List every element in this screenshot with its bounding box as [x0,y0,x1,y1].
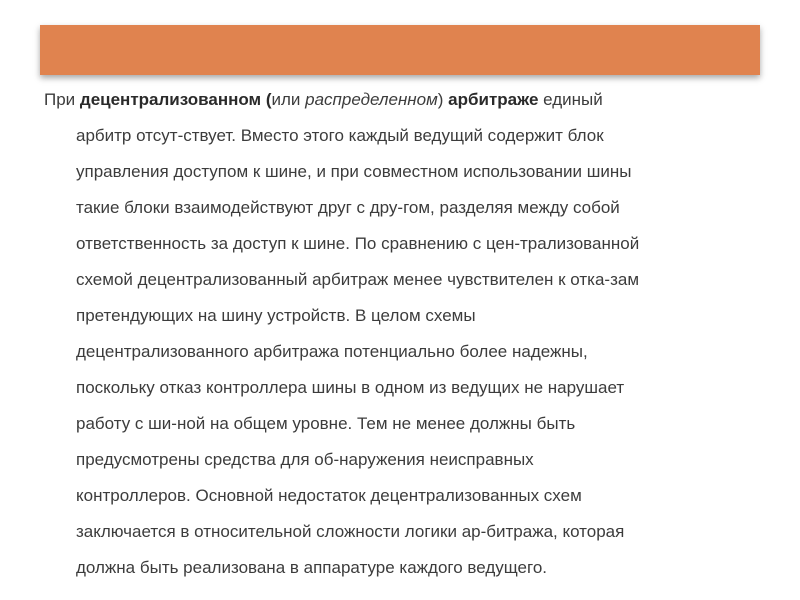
text-line [44,82,734,118]
text-line: контроллеров. Основной недостаток децентрализованных схем [76,486,582,505]
text-line: схемой децентрализованный арбитраж менее чувствителен к отка-зам [76,270,640,289]
bold-term: децентрализованном [79,90,262,109]
text-run: При [44,90,80,109]
text-line: децентрализованного арбитража потенциально более надежны, [76,342,588,361]
text-line: должна быть реализована в аппаратуре каждого ведущего. [76,558,548,577]
bold-term: арбитраже [448,90,539,109]
text-run: ) [437,90,449,109]
italic-term: распределенном [305,90,438,109]
text-line: управления доступом к шине, и при совместном использовании шины [76,162,632,181]
text-line: ответственность за доступ к шине. По сравнению с цен-трализованной [76,234,640,253]
title-banner [40,25,760,75]
text-line: такие блоки взаимодействуют друг с дру-гом, разделяя между собой [76,198,620,217]
text-line: арбитр отсут-ствует. Вместо этого каждый ведущий содержит блок [76,126,604,145]
text-line: претендующих на шину устройств. В целом схемы [76,306,476,325]
text-line: работу с ши-ной на общем уровне. Тем не менее должны быть [76,414,576,433]
text-line: предусмотрены средства для об-наружения неисправных [76,450,534,469]
text-line: поскольку отказ контроллера шины в одном из ведущих не нарушает [76,378,625,397]
bold-paren: ( [261,90,272,109]
text-line: заключается в относительной сложности логики ар-битража, которая [76,522,625,541]
text-run: или [271,90,306,109]
slide-body-text [44,82,734,586]
text-run: единый [538,90,603,109]
